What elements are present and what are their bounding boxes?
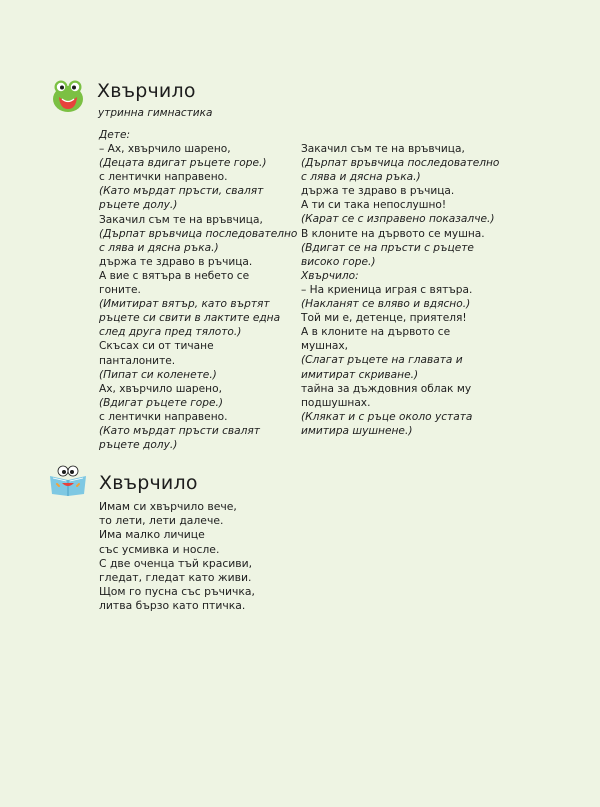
verse-line: Ах, хвърчило шарено, bbox=[99, 382, 222, 395]
stage-direction: ръцете си свити в лактите една bbox=[99, 312, 281, 325]
frog-icon bbox=[52, 79, 84, 113]
verse-line: – Ах, хвърчило шарено, bbox=[99, 143, 231, 156]
stage-direction: (Слагат ръцете на главата и bbox=[301, 354, 463, 367]
verse-line: подшушнах. bbox=[301, 396, 371, 409]
stage-direction: (Дърпат връвчица последователно bbox=[301, 157, 500, 170]
stage-direction: Дете: bbox=[99, 129, 131, 141]
stage-direction: високо горе.) bbox=[301, 255, 376, 268]
section-title: Хвърчило bbox=[97, 80, 196, 102]
stage-direction: Хвърчило: bbox=[301, 269, 359, 282]
poem-line: то лети, лети далече. bbox=[99, 514, 224, 528]
verse-line: с лентички направено. bbox=[99, 171, 228, 184]
verse-line: гоните. bbox=[99, 284, 141, 297]
verse-line: Закачил съм те на връвчица, bbox=[99, 213, 263, 226]
stage-direction: с лява и дясна ръка.) bbox=[301, 171, 421, 184]
stage-direction: ръцете долу.) bbox=[99, 439, 178, 452]
verse-line: панталоните. bbox=[99, 354, 176, 367]
stage-direction: (Клякат и с ръце около устата bbox=[301, 410, 473, 423]
verse-line: Той ми е, детенце, приятеля! bbox=[301, 312, 467, 325]
stage-direction: след друга пред тялото.) bbox=[99, 326, 242, 339]
verse-line: държа те здраво в ръчица. bbox=[99, 255, 253, 268]
stage-direction: (Пипат си коленете.) bbox=[99, 368, 217, 381]
stage-direction: имитира шушнене.) bbox=[301, 424, 413, 437]
verse-line: – На криеница играя с вятъра. bbox=[301, 283, 473, 296]
poem-line: Щом го пусна със ръчичка, bbox=[99, 585, 255, 599]
verse-line: с лентички направено. bbox=[99, 410, 228, 423]
verse-line: А вие с вятъра в небето се bbox=[99, 269, 250, 282]
stage-direction: (Карат се с изправено показалче.) bbox=[301, 213, 495, 226]
stage-direction: (Дърпат връвчица последователно bbox=[99, 227, 298, 240]
verse-line: Скъсах си от тичане bbox=[99, 340, 214, 353]
poem-line: С две оченца тъй красиви, bbox=[99, 556, 253, 570]
stage-direction: (Децата вдигат ръцете горе.) bbox=[99, 157, 267, 170]
verse-line: А ти си така непослушно! bbox=[301, 199, 447, 212]
exercise-column-right bbox=[301, 142, 500, 438]
stage-direction: (Накланят се вляво и вдясно.) bbox=[301, 298, 471, 311]
verse-line: мушнах, bbox=[301, 340, 349, 353]
poem-line: гледат, гледат като живи. bbox=[99, 571, 252, 585]
poem-line: Имам си хвърчило вече, bbox=[99, 500, 237, 513]
book-character-icon bbox=[48, 464, 88, 496]
stage-direction: (Като мърдат пръсти свалят bbox=[99, 424, 260, 437]
stage-direction: имитират скриване.) bbox=[301, 368, 419, 381]
poem-line: Има малко личице bbox=[99, 528, 205, 542]
stage-direction: с лява и дясна ръка.) bbox=[99, 241, 219, 254]
poem-title: Хвърчило bbox=[99, 472, 198, 494]
poem-line: със усмивка и носле. bbox=[99, 542, 220, 556]
section-subtitle: утринна гимнастика bbox=[98, 107, 213, 119]
verse-line: Закачил съм те на връвчица, bbox=[301, 143, 465, 155]
verse-line: тайна за дъждовния облак му bbox=[301, 382, 472, 395]
verse-line: В клоните на дървото се мушна. bbox=[301, 227, 485, 240]
poem-text bbox=[99, 500, 299, 614]
verse-line: А в клоните на дървото се bbox=[301, 326, 451, 339]
exercise-column-left bbox=[99, 128, 298, 452]
stage-direction: ръцете долу.) bbox=[99, 199, 178, 212]
verse-line: държа те здраво в ръчица. bbox=[301, 185, 455, 198]
stage-direction: (Като мърдат пръсти, свалят bbox=[99, 185, 264, 198]
stage-direction: (Вдигат се на пръсти с ръцете bbox=[301, 241, 474, 254]
poem-line: литва бързо като птичка. bbox=[99, 599, 246, 613]
stage-direction: (Вдигат ръцете горе.) bbox=[99, 396, 223, 409]
stage-direction: (Имитират вятър, като въртят bbox=[99, 298, 270, 311]
